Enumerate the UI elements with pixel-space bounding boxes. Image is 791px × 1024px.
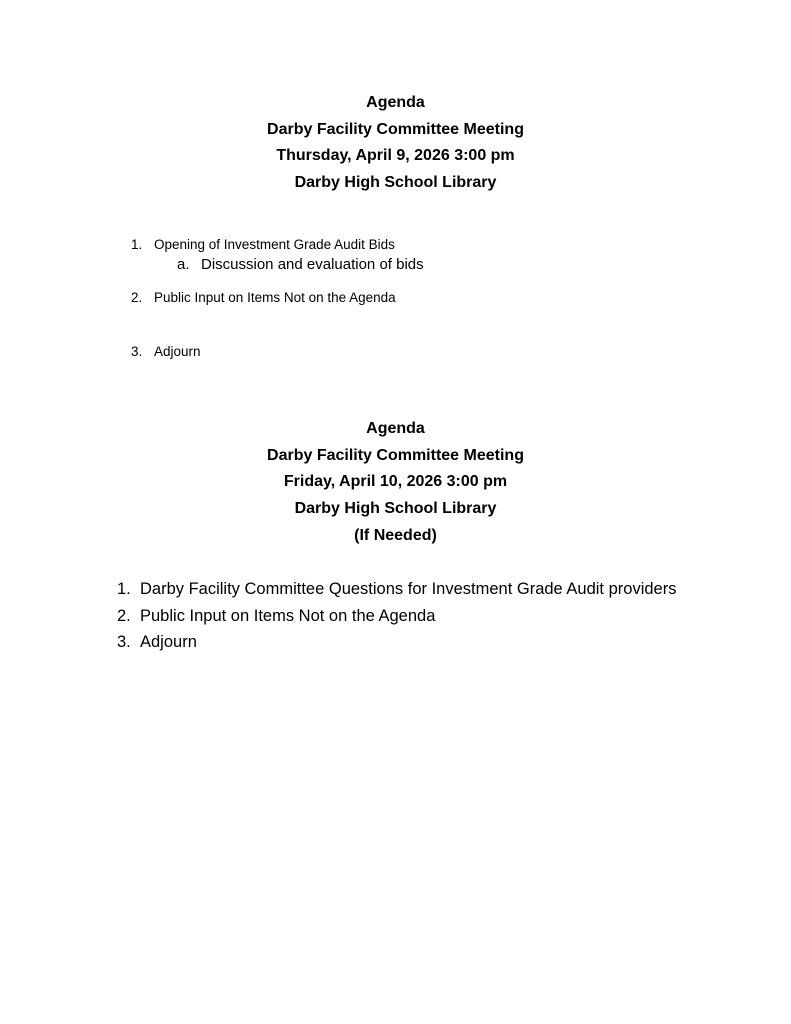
agenda-2-datetime: Friday, April 10, 2026 3:00 pm [283,473,508,491]
agenda-2-item-1-text: Darby Facility Committee Questions for Investment Grade Audit providers [140,580,677,598]
agenda-1-meeting-name: Darby Facility Committee Meeting [267,120,524,138]
agenda-1-sub-item-a-letter: a. [177,256,190,273]
agenda-2-item-1-number: 1. [117,580,131,598]
agenda-1-title: Agenda [366,94,425,111]
agenda-1-item-1-number: 1. [131,237,143,252]
agenda-1-item-1-text: Opening of Investment Grade Audit Bids [154,237,395,252]
agenda-2-item-3-text: Adjourn [140,633,197,651]
agenda-2-item-3-number: 3. [117,633,131,651]
agenda-1-datetime: Thursday, April 9, 2026 3:00 pm [276,147,515,165]
agenda-2-meeting-name: Darby Facility Committee Meeting [267,446,524,464]
agenda-2-heading [0,416,791,550]
agenda-2-note: (If Needed) [354,526,437,544]
agenda-1-item-2-text: Public Input on Items Not on the Agenda [154,290,396,305]
agenda-1-item-2-number: 2. [131,290,143,305]
agenda-2-location: Darby High School Library [294,500,497,518]
agenda-2-title: Agenda [366,420,425,437]
agenda-1-item-3-number: 3. [131,344,143,359]
agenda-2-item-2-number: 2. [117,607,131,625]
agenda-1-location: Darby High School Library [294,174,497,192]
agenda-1-sub-item-a-text: Discussion and evaluation of bids [201,256,424,273]
agenda-1-heading [0,90,791,197]
agenda-1-item-3-text: Adjourn [154,344,201,359]
agenda-2-item-2-text: Public Input on Items Not on the Agenda [140,607,436,625]
